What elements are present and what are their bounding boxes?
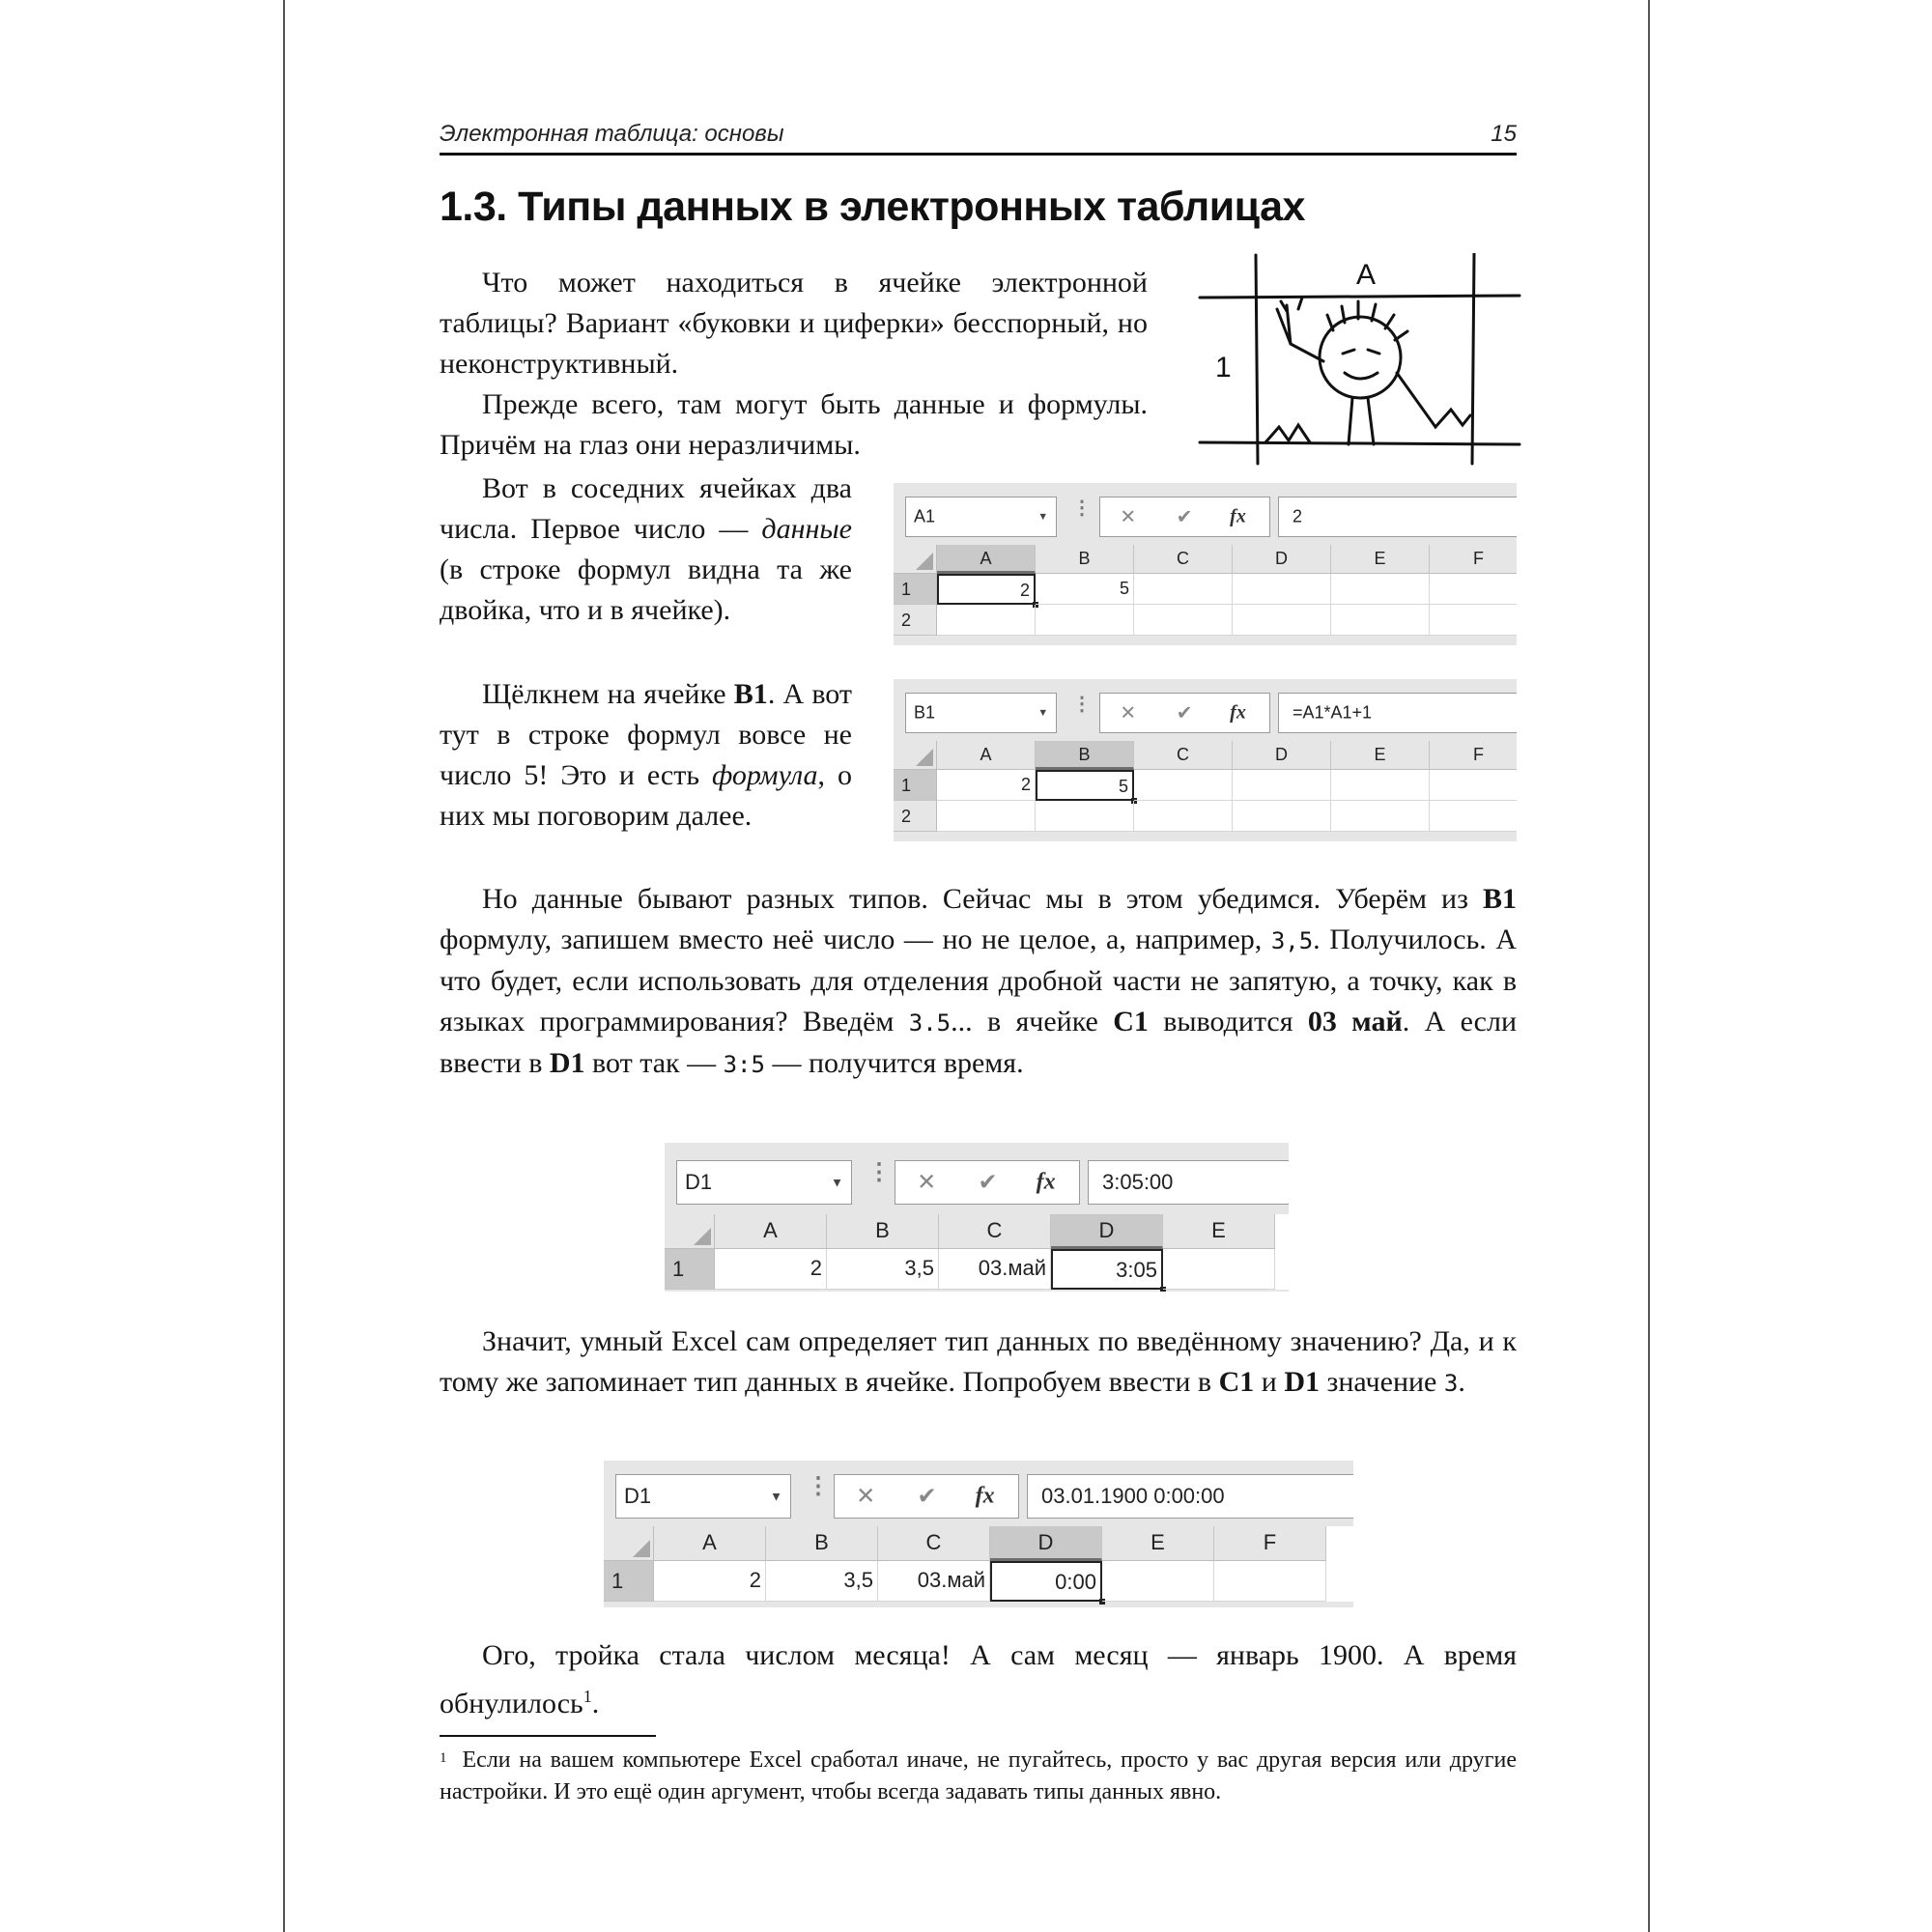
- column-header-c[interactable]: C: [1134, 545, 1233, 574]
- formula-bar-value: 3:05:00: [1102, 1170, 1174, 1194]
- column-header-a[interactable]: A: [937, 545, 1036, 574]
- column-header-d[interactable]: D: [1233, 545, 1331, 574]
- cancel-icon[interactable]: ✕: [1120, 702, 1137, 724]
- name-box[interactable]: [615, 1474, 791, 1519]
- formula-bar-value: 03.01.1900 0:00:00: [1041, 1484, 1225, 1508]
- cell-e1[interactable]: [1163, 1249, 1275, 1290]
- formula-bar[interactable]: [1278, 693, 1517, 733]
- cell-d1[interactable]: [1233, 574, 1331, 605]
- cell-a1[interactable]: 2: [937, 770, 1036, 801]
- chevron-down-icon[interactable]: ▼: [1037, 511, 1048, 523]
- cell-f2[interactable]: [1430, 605, 1517, 636]
- column-header-c[interactable]: C: [878, 1526, 990, 1561]
- row-header-2[interactable]: 2: [894, 801, 937, 832]
- term-formula: формула: [712, 759, 818, 791]
- select-all-button[interactable]: [894, 741, 937, 770]
- formula-bar[interactable]: [1027, 1474, 1353, 1519]
- cell-b1[interactable]: 5: [1036, 574, 1134, 605]
- column-header-e[interactable]: E: [1331, 545, 1430, 574]
- formula-paragraph: Щёлкнем на ячейке B1. А вот тут в строке формул вовсе не число 5! Это и есть формула, о них мы поговорим далее.: [440, 678, 853, 832]
- cell-d2[interactable]: [1233, 605, 1331, 636]
- page-border-left: [283, 0, 285, 1932]
- footnote-ref: 1: [582, 1687, 592, 1706]
- cell-b1[interactable]: 3,5: [766, 1561, 878, 1602]
- formula-bar[interactable]: [1278, 497, 1517, 537]
- row-header-1[interactable]: 1: [665, 1249, 715, 1290]
- enter-icon[interactable]: ✔: [1176, 506, 1193, 528]
- running-header-section: Электронная таблица: основы: [440, 121, 784, 147]
- cartoon-col-label: A: [1356, 259, 1377, 291]
- select-all-button[interactable]: [894, 545, 937, 574]
- name-box-value: B1: [914, 702, 936, 723]
- cell-a2[interactable]: [937, 801, 1036, 832]
- name-box-value: A1: [914, 506, 936, 526]
- cell-c1[interactable]: 03.май: [939, 1249, 1051, 1290]
- formula-bar-value: =A1*A1+1: [1293, 702, 1373, 723]
- page-border-right: [1648, 0, 1650, 1932]
- column-header-b[interactable]: B: [1036, 741, 1134, 770]
- more-options-icon[interactable]: ⋮: [807, 1473, 830, 1499]
- spreadsheet-grid: [665, 1214, 1289, 1290]
- select-all-button[interactable]: [665, 1214, 715, 1249]
- enter-icon[interactable]: ✔: [1176, 702, 1193, 724]
- name-box-value: D1: [685, 1170, 713, 1194]
- column-header-b[interactable]: B: [1036, 545, 1134, 574]
- column-header-e[interactable]: E: [1163, 1214, 1275, 1249]
- data-paragraph: Вот в соседних ячейках два числа. Первое число — данные (в строке формул видна та же двойка, что и в ячейке).: [440, 472, 852, 626]
- column-header-d[interactable]: D: [1051, 1214, 1163, 1249]
- cell-c1[interactable]: [1134, 574, 1233, 605]
- spreadsheet-grid: [894, 741, 1517, 832]
- more-options-icon[interactable]: ⋮: [1072, 694, 1092, 715]
- spreadsheet-grid: [894, 545, 1517, 636]
- chevron-down-icon[interactable]: ▼: [830, 1175, 843, 1190]
- function-icon[interactable]: fx: [1036, 1169, 1056, 1195]
- intro-paragraph-1: Что может находиться в ячейке электронной таблицы? Вариант «буковки и циферки» бесспорный, но неконструктивный.: [440, 267, 1148, 380]
- cell-e2[interactable]: [1331, 801, 1430, 832]
- cancel-icon[interactable]: ✕: [917, 1169, 937, 1196]
- function-icon[interactable]: fx: [1230, 505, 1246, 527]
- cell-a2[interactable]: [937, 605, 1036, 636]
- column-header-f[interactable]: F: [1430, 741, 1517, 770]
- header-rule: [440, 153, 1517, 156]
- column-header-b[interactable]: B: [827, 1214, 939, 1249]
- enter-icon[interactable]: ✔: [978, 1169, 998, 1196]
- cell-cartoon-illustration: [1198, 253, 1521, 466]
- column-header-e[interactable]: E: [1331, 741, 1430, 770]
- column-header-d[interactable]: D: [990, 1526, 1102, 1561]
- excel-screenshot-date: [604, 1461, 1353, 1607]
- formula-buttons: [1099, 693, 1270, 733]
- footnote-text: Если на вашем компьютере Excel сработал иначе, не пугайтесь, просто у вас другая версия или другие настройки. И это ещё один аргумент, чтобы всегда задавать типы данных явно.: [440, 1747, 1517, 1804]
- formula-buttons: [895, 1160, 1080, 1205]
- page-number: 15: [1491, 121, 1517, 147]
- row-header-1[interactable]: 1: [894, 574, 937, 605]
- column-header-a[interactable]: A: [654, 1526, 766, 1561]
- cell-a1[interactable]: 2: [654, 1561, 766, 1602]
- cell-c1[interactable]: [1134, 770, 1233, 801]
- cell-f2[interactable]: [1430, 801, 1517, 832]
- cell-f1[interactable]: [1214, 1561, 1326, 1602]
- smart-excel-paragraph: Значит, умный Excel сам определяет тип данных по введённому значению? Да, и к тому же запоминает тип данных в ячейке. Попробуем ввести в C1 и D1 значение 3.: [440, 1325, 1517, 1398]
- chevron-down-icon[interactable]: ▼: [769, 1489, 782, 1504]
- cell-b1[interactable]: 5: [1036, 770, 1134, 801]
- cell-c1[interactable]: 03.май: [878, 1561, 990, 1602]
- footnote-mark: 1: [440, 1750, 447, 1766]
- column-header-a[interactable]: A: [937, 741, 1036, 770]
- cell-a1[interactable]: 2: [937, 574, 1036, 605]
- select-all-triangle-icon: [694, 1228, 711, 1245]
- more-options-icon[interactable]: ⋮: [1072, 497, 1092, 519]
- formula-buttons: [1099, 497, 1270, 537]
- column-header-b[interactable]: B: [766, 1526, 878, 1561]
- cell-c2[interactable]: [1134, 605, 1233, 636]
- column-header-d[interactable]: D: [1233, 741, 1331, 770]
- chevron-down-icon[interactable]: ▼: [1037, 707, 1048, 719]
- cell-b2[interactable]: [1036, 605, 1134, 636]
- cell-f1[interactable]: [1430, 574, 1517, 605]
- section-title: 1.3. Типы данных в электронных таблицах: [440, 184, 1305, 230]
- column-header-a[interactable]: A: [715, 1214, 827, 1249]
- term-data: данные: [761, 513, 852, 545]
- enter-icon[interactable]: ✔: [917, 1483, 937, 1510]
- row-header-1[interactable]: 1: [894, 770, 937, 801]
- formula-bar[interactable]: [1088, 1160, 1289, 1205]
- cancel-icon[interactable]: ✕: [1120, 506, 1137, 528]
- cell-d1[interactable]: [1233, 770, 1331, 801]
- cell-e2[interactable]: [1331, 605, 1430, 636]
- formula-bar-value: 2: [1293, 506, 1303, 526]
- row-header-2[interactable]: 2: [894, 605, 937, 636]
- excel-screenshot-data-value: [894, 483, 1517, 645]
- column-header-c[interactable]: C: [939, 1214, 1051, 1249]
- cartoon-row-label: 1: [1215, 352, 1232, 384]
- excel-screenshot-formula: [894, 679, 1517, 841]
- excel-screenshot-time: [665, 1143, 1289, 1292]
- intro-text: [440, 263, 1148, 466]
- name-box-value: D1: [624, 1484, 652, 1508]
- select-all-triangle-icon: [916, 553, 933, 570]
- column-header-e[interactable]: E: [1102, 1526, 1214, 1561]
- name-box[interactable]: [905, 693, 1057, 733]
- running-header: [440, 121, 1517, 156]
- cell-d1[interactable]: 0:00: [990, 1561, 1102, 1602]
- name-box[interactable]: [905, 497, 1057, 537]
- footnote-rule: [440, 1735, 656, 1737]
- footnote: [440, 1745, 1517, 1808]
- select-all-triangle-icon: [916, 749, 933, 766]
- cell-e1[interactable]: [1331, 770, 1430, 801]
- column-header-c[interactable]: C: [1134, 741, 1233, 770]
- row-header-1[interactable]: 1: [604, 1561, 654, 1602]
- types-paragraph: Но данные бывают разных типов. Сейчас мы в этом убедимся. Уберём из B1 формулу, запишем вместо неё число — но не целое, а, например, 3,5. Получилось. А что будет, если использовать для отделения дробной части не запятую, а точку, как в языках программирования? Введём 3.5... в ячейке C1 выводится 03 май. А если ввести в D1 вот так — 3:5 — получится время.: [440, 883, 1518, 1079]
- cell-e1[interactable]: [1102, 1561, 1214, 1602]
- name-box[interactable]: [676, 1160, 852, 1205]
- select-all-button[interactable]: [604, 1526, 654, 1561]
- cell-f1[interactable]: [1430, 770, 1517, 801]
- column-header-f[interactable]: F: [1214, 1526, 1326, 1561]
- cell-c2[interactable]: [1134, 801, 1233, 832]
- cancel-icon[interactable]: ✕: [856, 1483, 876, 1510]
- cell-d2[interactable]: [1233, 801, 1331, 832]
- cell-d1[interactable]: 3:05: [1051, 1249, 1163, 1290]
- cell-b2[interactable]: [1036, 801, 1134, 832]
- oho-paragraph: Ого, тройка стала числом месяца! А сам месяц — январь 1900. А время обнулилось$^1$.: [440, 1639, 1517, 1719]
- select-all-triangle-icon: [633, 1540, 650, 1557]
- function-icon[interactable]: fx: [1230, 701, 1246, 724]
- more-options-icon[interactable]: ⋮: [867, 1159, 891, 1185]
- function-icon[interactable]: fx: [975, 1483, 995, 1509]
- spreadsheet-grid: [604, 1526, 1353, 1602]
- cell-a1[interactable]: 2: [715, 1249, 827, 1290]
- cell-b1[interactable]: 3,5: [827, 1249, 939, 1290]
- cell-e1[interactable]: [1331, 574, 1430, 605]
- column-header-f[interactable]: F: [1430, 545, 1517, 574]
- formula-buttons: [834, 1474, 1019, 1519]
- intro-paragraph-2: Прежде всего, там могут быть данные и формулы. Причём на глаз они неразличимы.: [440, 388, 1148, 461]
